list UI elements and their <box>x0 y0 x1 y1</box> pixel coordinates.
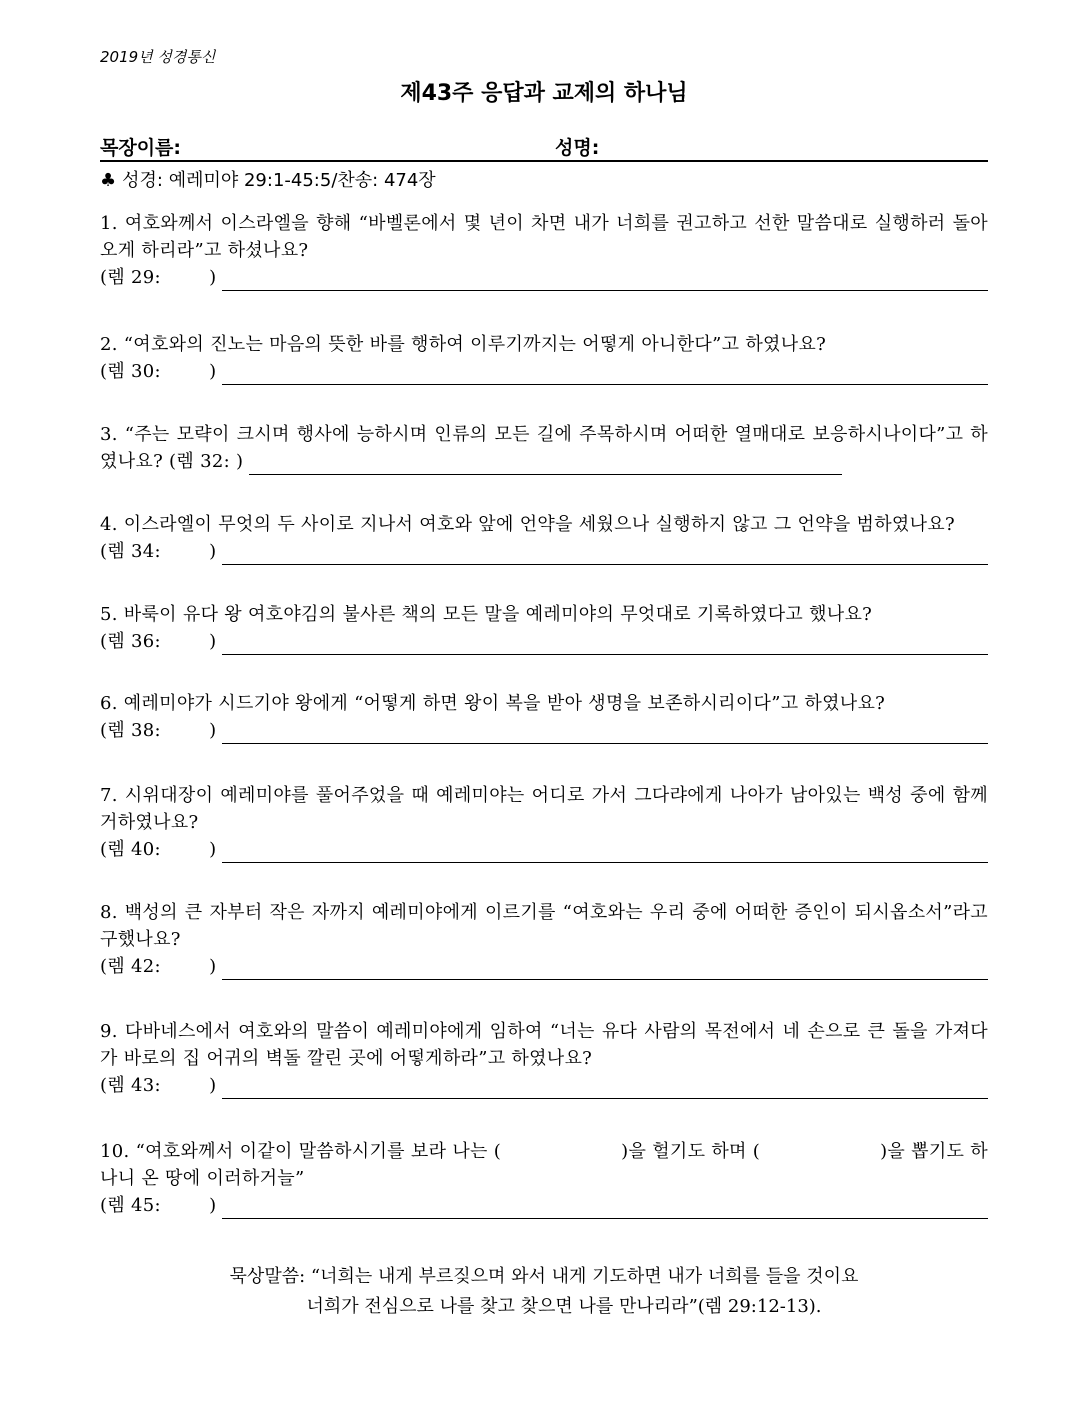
answer-line[interactable] <box>222 842 988 863</box>
reference: (렘 36: ) <box>100 631 217 652</box>
reference: (렘 34: ) <box>100 541 217 562</box>
question-text-wrap <box>100 1138 988 1192</box>
reference: (렘 42: ) <box>100 956 217 977</box>
question-text-part-b: )을 헐기도 하며 ( <box>621 1141 761 1162</box>
answer-row <box>100 836 988 863</box>
scripture-text: 성경: 예레미야 29:1-45:5/찬송: 474장 <box>122 170 436 191</box>
question-10 <box>100 1138 988 1219</box>
answer-line[interactable] <box>249 454 842 475</box>
question-8 <box>100 899 988 980</box>
question-text: 4. 이스라엘이 무엇의 두 사이로 지나서 여호와 앞에 언약을 세웠으나 실행하지 않고 그 언약을 범하였나요? <box>100 514 955 535</box>
question-text-part-c: )을 뽑기도 하나니 온 땅에 이러하거늘” <box>100 1141 988 1189</box>
answer-line[interactable] <box>222 634 988 655</box>
answer-line[interactable] <box>222 364 988 385</box>
header-note: 2019년 성경통신 <box>100 48 216 66</box>
question-4 <box>100 511 988 565</box>
meditation-line-1: 묵상말씀: “너희는 내게 부르짖으며 와서 내게 기도하면 내가 너희를 들을 것이요 <box>229 1266 859 1287</box>
answer-row <box>100 264 988 291</box>
question-text-part-a: 10. “여호와께서 이같이 말씀하시기를 보라 나는 ( <box>100 1141 502 1162</box>
club-icon: ♣ <box>100 170 117 191</box>
reference: (렘 38: ) <box>100 720 217 741</box>
meditation-verse <box>0 1262 1088 1322</box>
reference: (렘 40: ) <box>100 839 217 860</box>
shepherd-label: 목장이름: <box>100 137 182 159</box>
question-text: 9. 다바네스에서 여호와의 말씀이 예레미야에게 임하여 “너는 유다 사람의 목전에서 네 손으로 큰 돌을 가져다가 바로의 집 어귀의 벽돌 깔린 곳에 어떻게하라”고 하였나요? <box>100 1021 988 1069</box>
reference: (렘 43: ) <box>100 1075 217 1096</box>
name-label: 성명: <box>555 137 600 159</box>
question-6 <box>100 690 988 744</box>
answer-row <box>100 717 988 744</box>
answer-row <box>100 358 988 385</box>
answer-row <box>169 448 842 475</box>
question-text-wrap <box>100 421 988 475</box>
answer-line[interactable] <box>222 723 988 744</box>
reference: (렘 30: ) <box>100 361 217 382</box>
question-text: 1. 여호와께서 이스라엘을 향해 “바벨론에서 몇 년이 차면 내가 너희를 권고하고 선한 말씀대로 실행하러 돌아오게 하리라”고 하셨나요? <box>100 213 988 261</box>
question-text: 8. 백성의 큰 자부터 작은 자까지 예레미야에게 이르기를 “여호와는 우리 중에 어떠한 증인이 되시옵소서”라고 구했나요? <box>100 902 988 950</box>
question-text: 5. 바룩이 유다 왕 여호야김의 불사른 책의 모든 말을 예레미야의 무엇대로 기록하였다고 했나요? <box>100 604 873 625</box>
answer-row <box>100 628 988 655</box>
page-title: 제43주 응답과 교제의 하나님 <box>400 81 688 106</box>
answer-line[interactable] <box>222 544 988 565</box>
question-3 <box>100 421 988 475</box>
info-row <box>100 134 988 162</box>
question-2 <box>100 331 988 385</box>
reference: (렘 45: ) <box>100 1195 217 1216</box>
reference: (렘 32: ) <box>169 451 244 472</box>
reference: (렘 29: ) <box>100 267 217 288</box>
answer-line[interactable] <box>222 270 988 291</box>
question-7 <box>100 782 988 863</box>
question-1 <box>100 210 988 291</box>
question-text: 7. 시위대장이 예레미야를 풀어주었을 때 예레미야는 어디로 가서 그다랴에게 나아가 남아있는 백성 중에 함께 거하였나요? <box>100 785 988 833</box>
meditation-line-2: 너희가 전심으로 나를 찾고 찾으면 나를 만나리라”(렘 29:12-13). <box>306 1296 822 1317</box>
answer-line[interactable] <box>222 1198 988 1219</box>
question-text: 3. “주는 모략이 크시며 행사에 능하시며 인류의 모든 길에 주목하시며 어떠한 열매대로 보응하시나이다”고 하였나요? <box>100 424 988 472</box>
question-5 <box>100 601 988 655</box>
scripture-line <box>100 166 436 192</box>
question-text: 6. 예레미야가 시드기야 왕에게 “어떻게 하면 왕이 복을 받아 생명을 보존하시리이다”고 하였나요? <box>100 693 886 714</box>
answer-line[interactable] <box>222 1078 988 1099</box>
answer-row <box>100 953 988 980</box>
question-9 <box>100 1018 988 1099</box>
question-text: 2. “여호와의 진노는 마음의 뜻한 바를 행하여 이루기까지는 어떻게 아니한다”고 하였나요? <box>100 334 827 355</box>
answer-row <box>100 1192 988 1219</box>
answer-row <box>100 1072 988 1099</box>
answer-row <box>100 538 988 565</box>
answer-line[interactable] <box>222 959 988 980</box>
